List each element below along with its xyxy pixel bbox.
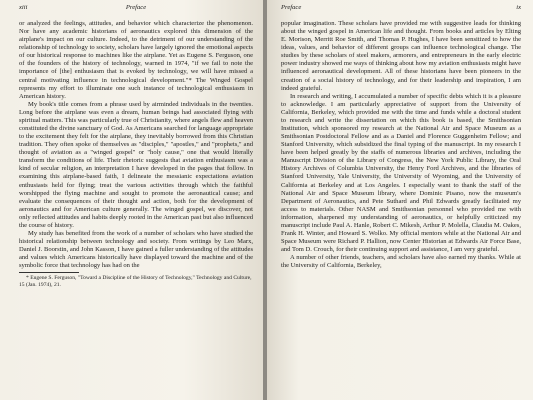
left-page-number: xiii — [19, 4, 28, 11]
footnote: * Eugene S. Ferguson, "Toward a Discipline of the History of Technology," Technology and Culture, 15 (Jan. 1974), 21. — [19, 275, 252, 289]
paragraph: My book's title comes from a phrase used by airminded individuals in the twenties. Long before the airplane was even a dream, human beings had associated flying with spiritual matters. This was particularly true of Christianity, where angels flew and heaven constituted the divine sanctuary of God. As Americans searched for language appropriate to the excitement they felt for the airplane, they inevitably borrowed from this Christian tradition. They often spoke of themselves as "disciples," "apostles," and "prophets," and thought of aviation as a "winged gospel" or "holy cause," one that would literally transform the conditions of life. Their rhetoric suggests that aviation enthusiasm was a kind of secular religion, an interpretation I have developed in the pages that follow. In examining this airplane-based faith, I delineate the messianic expectations aviation enthusiasts held for flying; treat the various activities through which the faithful worshipped the flying machine and sought to promote the aeronautical cause; and evaluate the consequences of their thought and action, both for the development of aeronautics and for American culture generally. The winged gospel, we discover, not only reflected attitudes and habits deeply rooted in the American past but also influenced the course of history. — [19, 100, 253, 229]
right-page-number: ix — [516, 4, 521, 11]
paragraph: In research and writing, I accumulated a number of specific debts which it is a pleasure to acknowledge. I am particularly appreciative of support from the University of California, Berkeley, which provided me with the time and funds while a doctoral student to research and write the dissertation on which this book is based, the Smithsonian Institution, which sponsored my research at the National Air and Space Museum as a Smithsonian Postdoctoral Fellow and as a Daniel and Florence Guggenheim Fellow; and Stanford University, which subsidized the final typing of the manuscript. In my research I have been helped greatly by the staffs of numerous libraries and archives, including the Manuscript Division of the Library of Congress, the New York Public Library, the Oral History Archives of Columbia University, the Henry Ford Archives, and the libraries of Stanford University, Yale University, the University of Wyoming, and the University of California at Berkeley and at Los Angeles. I especially want to thank the staff of the National Air and Space Museum library, where Dominic Pisano, now the museum's Department of Aeronautics, and Pete Suthard and Phil Edwards greatly facilitated my access to materials. Other NASM and Smithsonian personnel who provided me with information, sharpened my understanding of aeronautics, or helpfully criticized my manuscript include Paul A. Hanle, Robert C. Mikesh, Arthur P. Molella, Claudia M. Oakes, Frank H. Winter, and Howard S. Wolko. My official mentors while at the National Air and Space Museum were Richard P. Hallion, now Center Historian at Edwards Air Force Base, and Tom D. Crouch, for their continuing support and assistance, I am very grateful. — [281, 92, 521, 254]
paragraph: or analyzed the feelings, attitudes, and behavior which characterize the phenomenon. Nor have any academic historians of aeronautics explored this dimension of the airplane's impact on our culture. Indeed, to the detriment of our understanding of the relationship of technology to society, scholars have largely ignored the emotional aspects of our historical response to machines like the airplane. Yet as Eugene S. Ferguson, one of the founders of the history of technology, warned in 1974, "if we fail to note the importance of [the] enthusiasm that is evoked by technology, we will have missed a central motivating influence in technological development."* The Winged Gospel represents my effort to illuminate one such instance of technological enthusiasm in American history. — [19, 20, 253, 100]
right-page — [267, 0, 533, 400]
right-page-body — [281, 20, 521, 270]
right-running-title: Preface — [281, 4, 302, 11]
paragraph: popular imagination. These scholars have provided me with suggestive leads for thinking about the winged gospel in American life and thought. From books and articles by Elting E. Morison, Merritt Roe Smith, and Thomas P. Hughes, I have been sensitized to how the ideas, values, and behavior of different groups can influence technological change. The studies by these scholars of steel makers, armorers, and entrepreneurs in the early electric power industry showed me ways of thinking about how my aviation enthusiasts might have influenced aeronautical development. All of these historians have been pioneers in the creation of a social history of technology, and for their leadership and inspiration, I am indeed grateful. — [281, 20, 521, 92]
left-page-body — [19, 20, 253, 270]
left-running-title: Preface — [125, 4, 147, 11]
footnote-rule — [19, 272, 79, 273]
paragraph: My study has benefited from the work of a number of scholars who have studied the historical relationship between technology and society. From writings by Leo Marx, Daniel J. Boorstin, and John Kasson, I have gained a fuller understanding of the attitudes and values which Americans historically have displayed toward the machine and of the symbolic force that technology has had on the — [19, 230, 253, 270]
left-running-head — [19, 4, 253, 16]
right-running-head — [281, 4, 521, 16]
left-page — [0, 0, 263, 400]
paragraph: A number of other friends, teachers, and scholars have also earned my thanks. While at the University of California, Berkeley, — [281, 254, 521, 270]
